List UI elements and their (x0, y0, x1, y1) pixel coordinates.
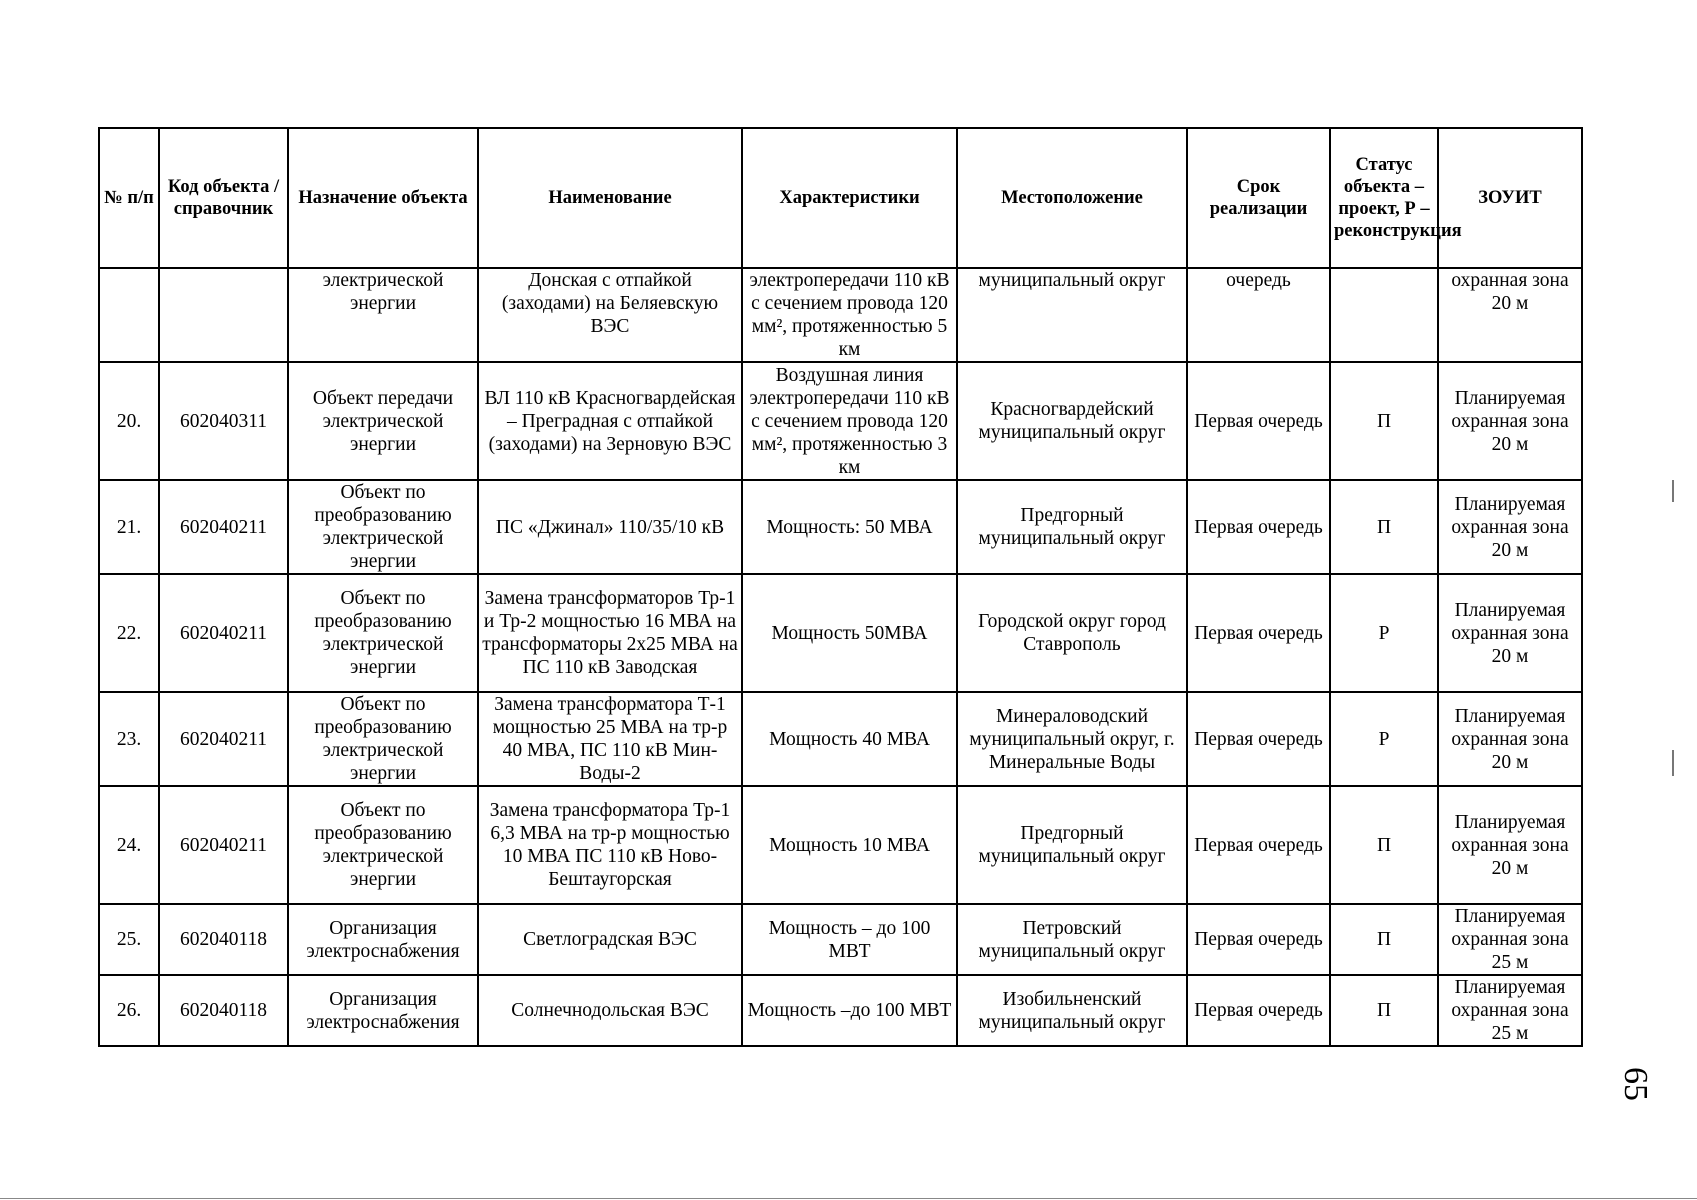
cell-name: Светлоградская ВЭС (478, 904, 742, 975)
cell-location: Предгорный муниципальный округ (957, 786, 1187, 904)
cell-location: Красногвардейский муниципальный округ (957, 362, 1187, 480)
cell-status: Р (1330, 574, 1438, 692)
cell-characteristics: электропередачи 110 кВ с сечением провода 120 мм², протяженностью 5 км (742, 268, 957, 362)
cell-location: Городской округ город Ставрополь (957, 574, 1187, 692)
cell-purpose: Организация электроснабжения (288, 904, 478, 975)
cell-term: Первая очередь (1187, 480, 1330, 574)
header-code: Код объекта / справочник (159, 128, 288, 268)
cell-status (1330, 268, 1438, 362)
header-name: Наименование (478, 128, 742, 268)
cell-location: муниципальный округ (957, 268, 1187, 362)
header-characteristics: Характеристики (742, 128, 957, 268)
cell-characteristics: Воздушная линия электропередачи 110 кВ с сечением провода 120 мм², протяженностью 3 км (742, 362, 957, 480)
cell-term: Первая очередь (1187, 574, 1330, 692)
cell-zouit: Планируемая охранная зона 20 м (1438, 786, 1582, 904)
scan-edge-line (0, 1198, 1697, 1199)
cell-name: Замена трансформатора Тр-1 6,3 МВА на тр-р мощностью 10 МВА ПС 110 кВ Ново-Бештаугорская (478, 786, 742, 904)
cell-status: Р (1330, 692, 1438, 786)
cell-zouit: Планируемая охранная зона 25 м (1438, 975, 1582, 1046)
cell-code: 602040211 (159, 786, 288, 904)
header-location: Местоположение (957, 128, 1187, 268)
cell-status: П (1330, 362, 1438, 480)
cell-code: 602040311 (159, 362, 288, 480)
cell-code: 602040211 (159, 574, 288, 692)
cell-num: 26. (99, 975, 159, 1046)
cell-purpose: Объект по преобразованию электрической энергии (288, 574, 478, 692)
objects-table (98, 127, 1583, 1047)
table-row (99, 975, 1582, 1046)
header-num: № п/п (99, 128, 159, 268)
cell-characteristics: Мощность 40 МВА (742, 692, 957, 786)
cell-characteristics: Мощность – до 100 МВТ (742, 904, 957, 975)
cell-status: П (1330, 975, 1438, 1046)
cell-purpose: Объект передачи электрической энергии (288, 362, 478, 480)
cell-purpose: Объект по преобразованию электрической энергии (288, 480, 478, 574)
table-row (99, 904, 1582, 975)
table-row (99, 692, 1582, 786)
table-row (99, 362, 1582, 480)
scan-margin-mark (1672, 750, 1674, 776)
cell-zouit: охранная зона 20 м (1438, 268, 1582, 362)
cell-purpose: Объект по преобразованию электрической энергии (288, 786, 478, 904)
cell-location: Минераловодский муниципальный округ, г. Минеральные Воды (957, 692, 1187, 786)
cell-zouit: Планируемая охранная зона 20 м (1438, 362, 1582, 480)
cell-zouit: Планируемая охранная зона 20 м (1438, 480, 1582, 574)
cell-status: П (1330, 480, 1438, 574)
cell-num (99, 268, 159, 362)
page-number: 65 (1617, 1067, 1654, 1101)
cell-characteristics: Мощность –до 100 МВТ (742, 975, 957, 1046)
cell-term: Первая очередь (1187, 975, 1330, 1046)
table-row (99, 268, 1582, 362)
cell-term: Первая очередь (1187, 904, 1330, 975)
cell-purpose: электрической энергии (288, 268, 478, 362)
cell-name: Солнечнодольская ВЭС (478, 975, 742, 1046)
table-row (99, 480, 1582, 574)
cell-term: Первая очередь (1187, 362, 1330, 480)
cell-purpose: Объект по преобразованию электрической энергии (288, 692, 478, 786)
cell-zouit: Планируемая охранная зона 20 м (1438, 574, 1582, 692)
table-row (99, 786, 1582, 904)
cell-term: очередь (1187, 268, 1330, 362)
header-zouit: ЗОУИТ (1438, 128, 1582, 268)
cell-location: Петровский муниципальный округ (957, 904, 1187, 975)
cell-num: 25. (99, 904, 159, 975)
cell-code: 602040211 (159, 480, 288, 574)
cell-name: ПС «Джинал» 110/35/10 кВ (478, 480, 742, 574)
cell-num: 22. (99, 574, 159, 692)
cell-location: Изобильненский муниципальный округ (957, 975, 1187, 1046)
cell-term: Первая очередь (1187, 692, 1330, 786)
cell-code: 602040118 (159, 904, 288, 975)
cell-name: Замена трансформатора Т-1 мощностью 25 МВА на тр-р 40 МВА, ПС 110 кВ Мин-Воды-2 (478, 692, 742, 786)
cell-num: 20. (99, 362, 159, 480)
table-row (99, 574, 1582, 692)
cell-code (159, 268, 288, 362)
cell-name: Донская с отпайкой (заходами) на Беляевскую ВЭС (478, 268, 742, 362)
cell-name: ВЛ 110 кВ Красногвардейская – Преградная с отпайкой (заходами) на Зерновую ВЭС (478, 362, 742, 480)
cell-characteristics: Мощность 10 МВА (742, 786, 957, 904)
cell-name: Замена трансформаторов Тр-1 и Тр-2 мощностью 16 МВА на трансформаторы 2х25 МВА на ПС 110 кВ Заводская (478, 574, 742, 692)
header-purpose: Назначение объекта (288, 128, 478, 268)
cell-code: 602040118 (159, 975, 288, 1046)
scan-margin-mark (1672, 480, 1674, 502)
header-term: Срок реализации (1187, 128, 1330, 268)
cell-zouit: Планируемая охранная зона 20 м (1438, 692, 1582, 786)
cell-status: П (1330, 786, 1438, 904)
cell-purpose: Организация электроснабжения (288, 975, 478, 1046)
cell-characteristics: Мощность: 50 МВА (742, 480, 957, 574)
cell-status: П (1330, 904, 1438, 975)
cell-num: 24. (99, 786, 159, 904)
cell-num: 23. (99, 692, 159, 786)
cell-num: 21. (99, 480, 159, 574)
cell-location: Предгорный муниципальный округ (957, 480, 1187, 574)
table-header-row (99, 128, 1582, 268)
header-status: Статус объекта – проект, Р – реконструкция (1330, 128, 1438, 268)
cell-characteristics: Мощность 50МВА (742, 574, 957, 692)
cell-term: Первая очередь (1187, 786, 1330, 904)
cell-zouit: Планируемая охранная зона 25 м (1438, 904, 1582, 975)
cell-code: 602040211 (159, 692, 288, 786)
